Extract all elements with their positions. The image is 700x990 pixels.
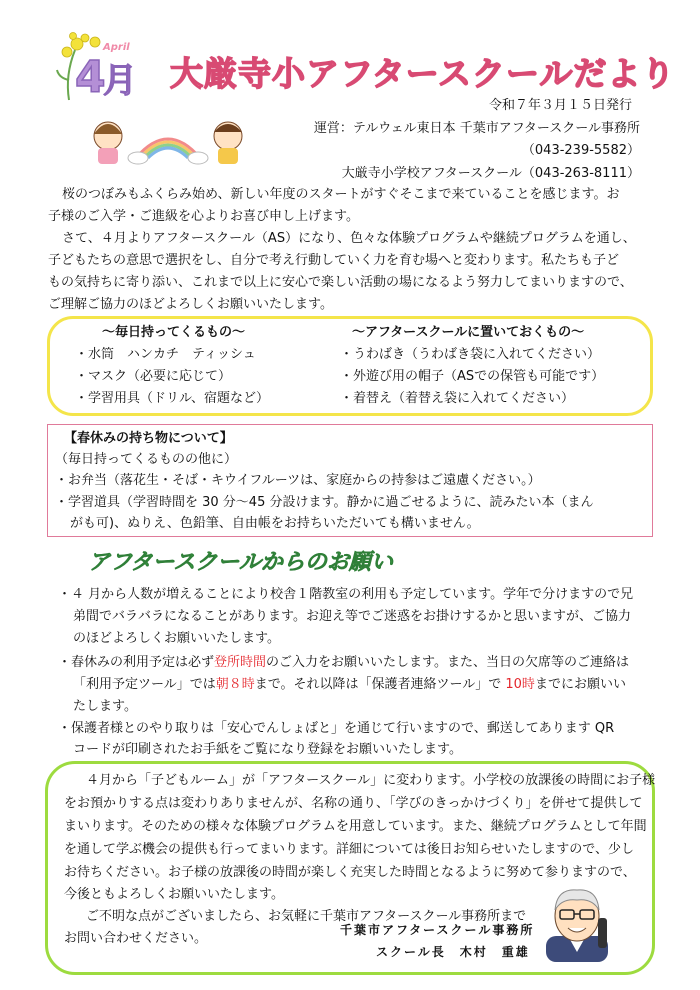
request2-text-c: 「利用予定ツール」では [73,677,216,692]
month-en-label: April [103,42,130,53]
request2-text-d: まで。それ以降は「保護者連絡ツール」で [254,677,506,692]
request2-text-a: ・春休みの利用予定は必ず [58,655,215,670]
spring-break-line1: ・お弁当（落花生・そば・キウイフルーツは、家庭からの持参はご遠慮ください。） [55,473,541,488]
notice-line4: を通して学ぶ機会の提供も行ってまいります。詳細については後日お知らせいたしますので、少し [64,842,635,857]
intro-p2-line2: 子どもたちの意思で選択をし、自分で考え行動していく力を育む場へと変わります。私たちも子ど [48,253,619,268]
notice-line6: 今後ともよろしくお願いいたします。 [64,887,284,902]
intro-p1-line1: 桜のつぼみもふくらみ始め、新しい年度のスタートがすぐそこまで来ていることを感じます。お [62,187,620,202]
request2-line1 [58,652,629,674]
notice-line3: まいります。そのための様々な体験プログラムを用意しています。また、継続プログラムとして年間 [64,819,647,834]
request2-line3: たします。 [73,699,137,714]
request1-line3: のほどよろしくお願いいたします。 [73,631,280,646]
issue-date: 令和７年３月１５日発行 [488,98,632,113]
daily-item-1: ・水筒 ハンカチ ティッシュ [75,347,256,362]
daily-item-3: ・学習用具（ドリル、宿題など） [75,391,269,406]
school-info: 大厳寺小学校アフタースクール（043-263-8111） [341,166,640,181]
keep-item-1: ・うわばき（うわばき袋に入れてください） [340,347,601,362]
request2-text-e: までにお願いい [534,677,626,692]
spring-break-line3: がも可)、ぬりえ、色鉛筆、自由帳をお持ちいただいても構いません。 [70,516,480,531]
request3-line2: コードが印刷されたお手紙をご覧になり登録をお願いいたします。 [73,742,462,757]
notice-line2: をお預かりする点は変わりありませんが、名称の通り、「学びのきっかけづくり」を併せて提供して [64,796,643,811]
intro-p2-line1: さて、４月よりアフタースクール（AS）になり、色々な体験プログラムや継続プログラムを通し、 [62,231,636,246]
signature-name: スクール長 木村 重雄 [376,945,530,959]
spring-break-line2: ・学習道具（学習時間を 30 分～45 分設けます。静かに過ごせるように、読みたい本（まん [55,495,594,510]
principal-portrait-icon [532,878,622,962]
keep-items-title: ～アフタースクールに置いておくもの～ [352,325,585,340]
notice-line5: お待ちください。お子様の放課後の時間が楽しく充実した時間となるように努めて参りますので、 [64,865,636,880]
request2-highlight-8am: 朝８時 [215,677,255,692]
daily-item-2: ・マスク（必要に応じて） [75,369,232,384]
kids-rainbow-illustration [78,108,258,170]
keep-item-3: ・着替え（着替え袋に入れてください） [340,391,575,406]
operator-info: 運営：テルウェル東日本 千葉市アフタースクール事務所 [313,121,640,136]
request1-line1: ・４ 月から人数が増えることにより校舎１階教室の利用も予定しています。学年で分けますので兄 [58,587,634,602]
svg-text:4: 4 [75,52,106,103]
spring-break-sub: （毎日持ってくるものの他に） [55,452,238,467]
intro-p1-line2: 子様のご入学・ご進級を心よりお喜び申し上げます。 [48,209,359,224]
notice-line7: ご不明な点がございましたら、お気軽に千葉市アフタースクール事務所まで [86,909,527,924]
request2-text-b: のご入力をお願いいたします。また、当日の欠席等のご連絡は [266,655,629,670]
requests-title: アフタースクールからのお願い [88,550,393,575]
girl-icon [94,122,122,164]
request2-line2 [73,674,626,696]
phone-icon [598,918,607,948]
svg-text:月: 月 [103,61,137,101]
intro-p2-line3: もの気持ちに寄り添い、これまで以上に安心で楽しい活動の場になるよう努力してまいりますので、 [48,275,633,290]
boy-icon [214,122,242,164]
request1-line2: 弟間でバラバラになることがあります。お迎え等でご迷惑をお掛けするかと思いますが、ご協力 [73,609,631,624]
daily-items-title: ～毎日持ってくるもの～ [102,325,246,340]
request2-highlight-10am: 10時 [505,677,535,692]
request3-line1: ・保護者様とのやり取りは「安心でんしょばと」を通じて行いますので、郵送してあります QR [58,721,615,736]
signature-office: 千葉市アフタースクール事務所 [340,923,535,937]
month-badge-text [55,30,57,31]
operator-tel: （043-239-5582） [521,143,640,158]
month-badge [55,30,150,105]
keep-item-2: ・外遊び用の帽子（ASでの保管も可能です） [340,369,605,384]
spring-break-title: 【春休みの持ち物について】 [64,431,233,446]
intro-p2-line4: ご理解ご協力のほどよろしくお願いいたします。 [48,297,333,312]
notice-line1: ４月から「子どもルーム」が「アフタースクール」に変わります。小学校の放課後の時間にお子様 [86,773,656,788]
request2-highlight-arrival-time: 登所時間 [214,655,267,670]
page-title: 大厳寺小アフタースクールだより [170,54,676,93]
notice-line8: お問い合わせください。 [64,931,208,946]
